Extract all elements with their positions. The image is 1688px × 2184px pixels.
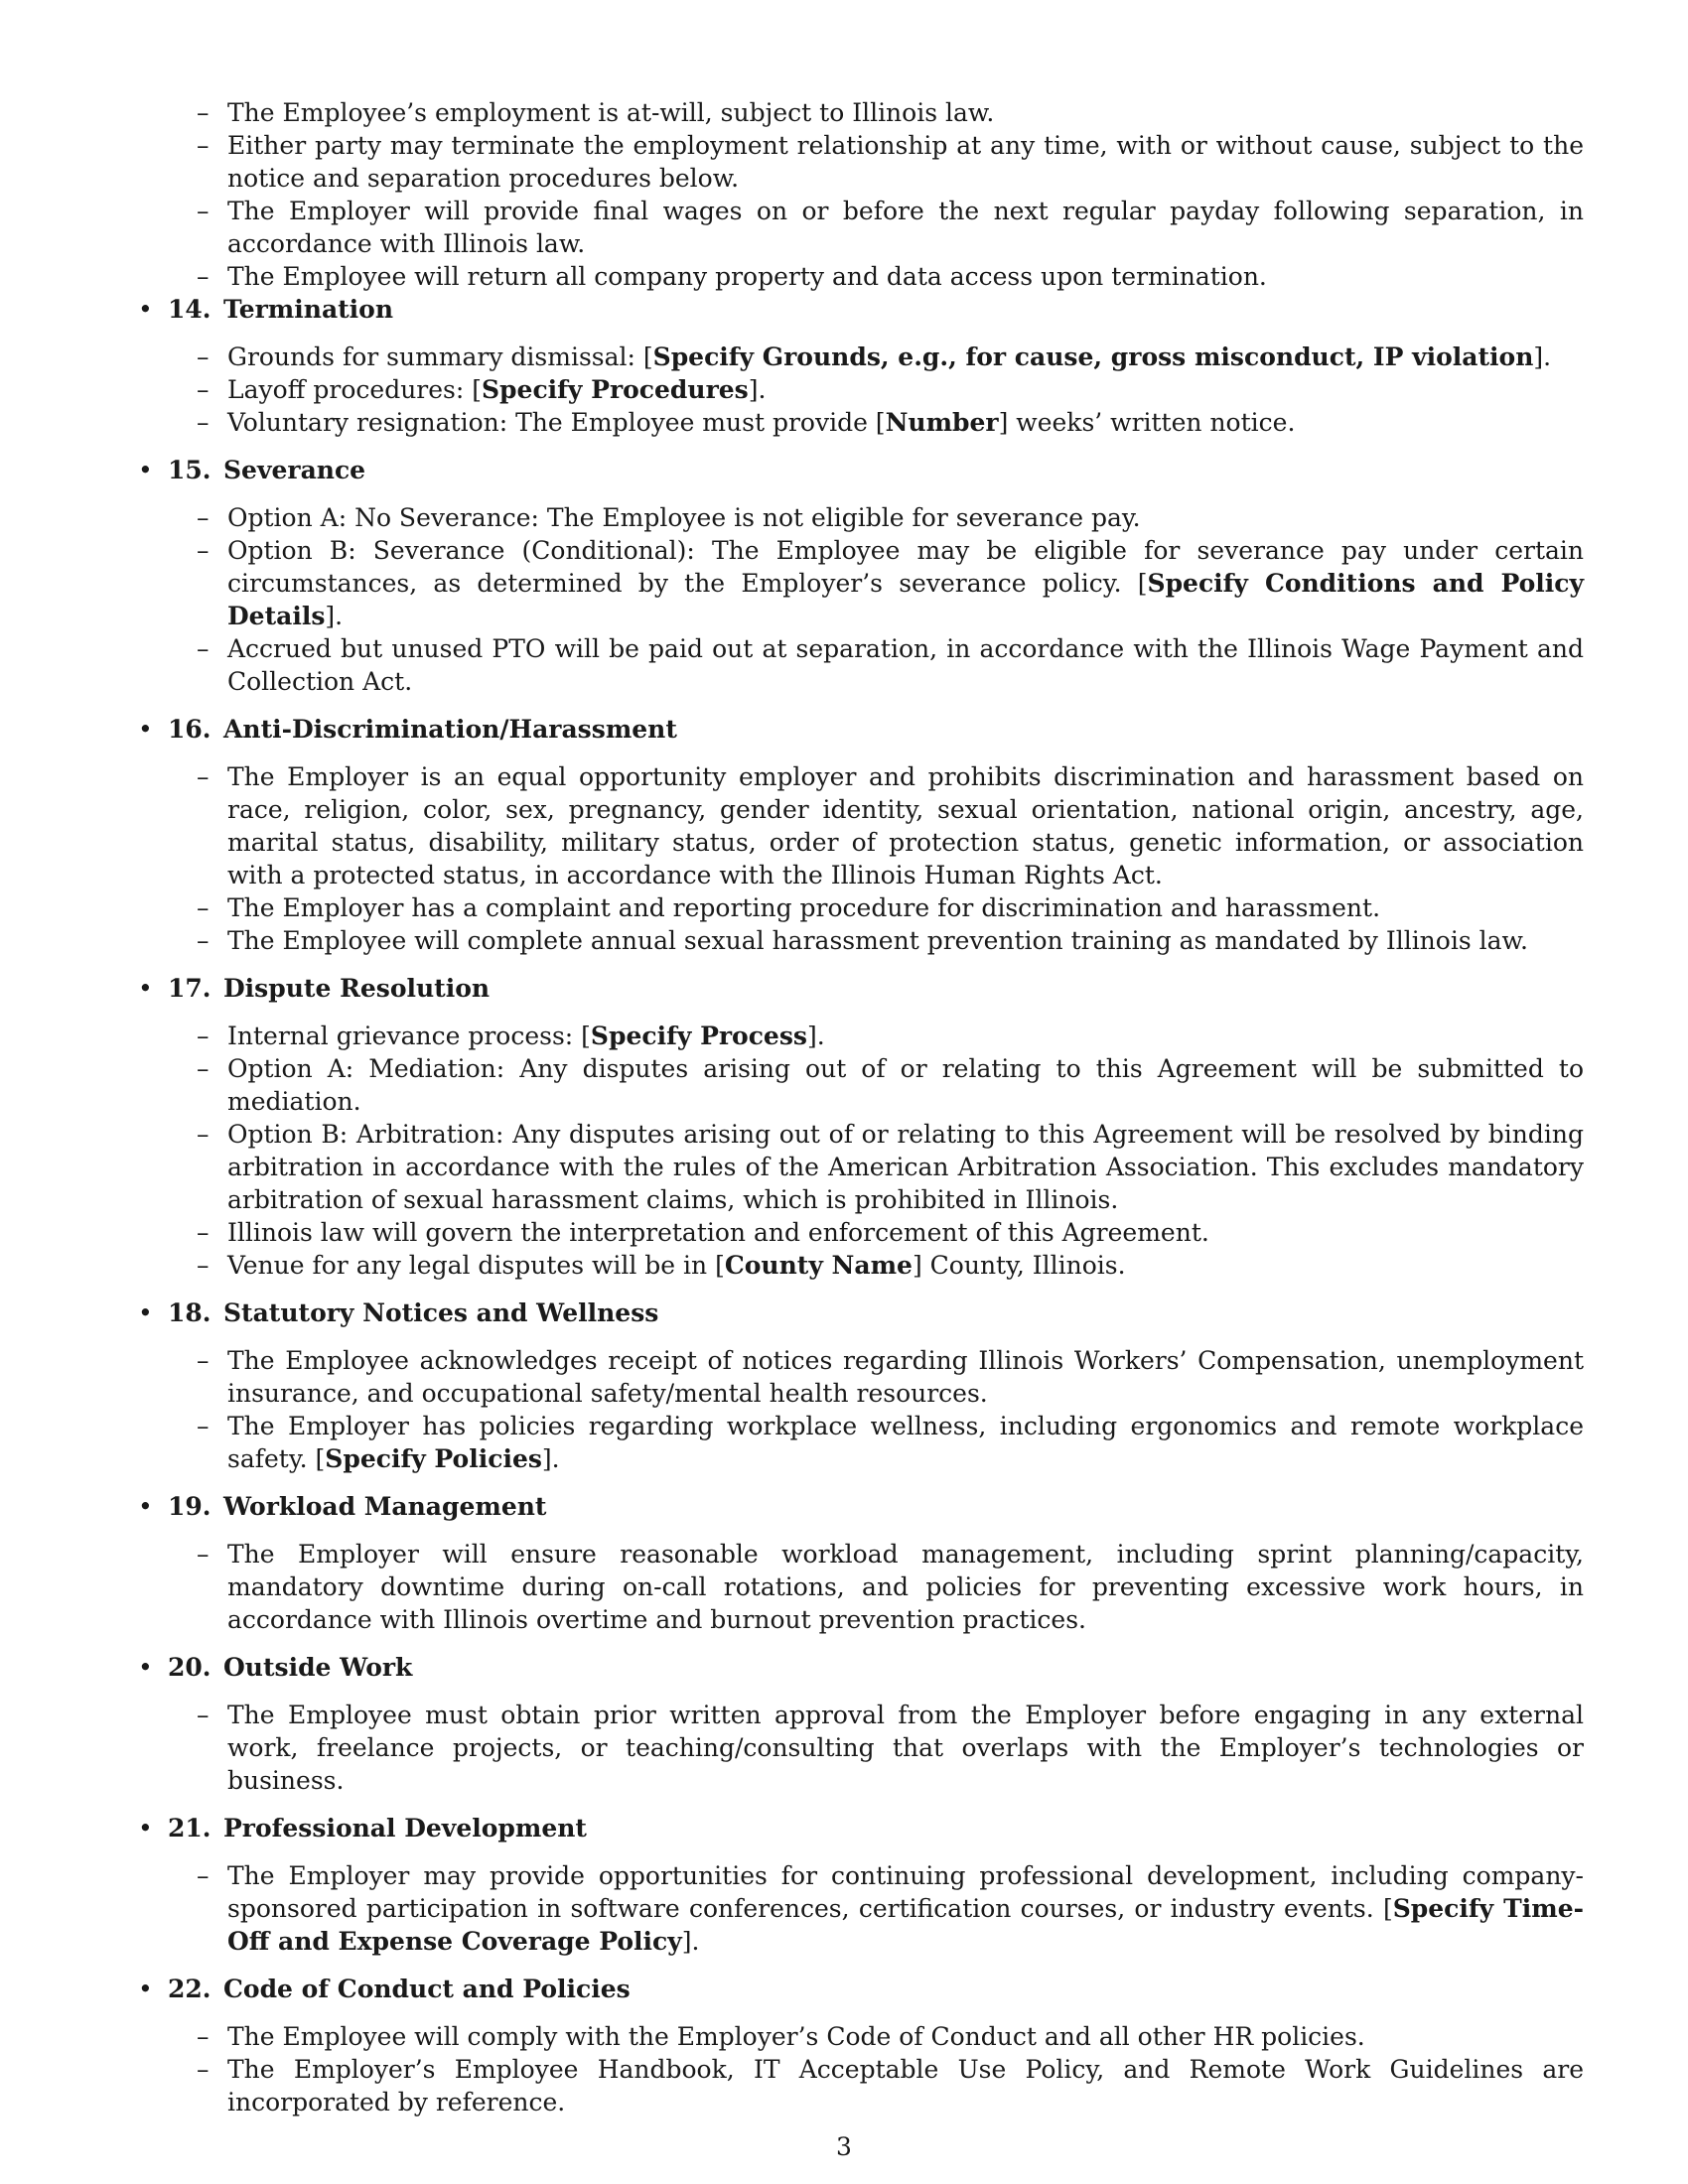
item-text-suffix: ]. — [748, 375, 767, 404]
item-text: The Employee must obtain prior written approval from the Employer before engaging in any external work, freelance projects, or teaching/consulting that overlaps with the Employer’s technologies or business. — [227, 1701, 1584, 1795]
list-item — [134, 129, 1584, 195]
section-heading — [134, 972, 1584, 1005]
section-number: 17. — [168, 974, 211, 1003]
item-text: Accrued but unused PTO will be paid out at separation, in accordance with the Illinois Wage Payment and Collection Act. — [227, 634, 1584, 696]
dash-marker: – — [197, 1022, 210, 1050]
item-text: The Employee’s employment is at-will, subject to Illinois law. — [227, 98, 995, 127]
item-text: Either party may terminate the employment relationship at any time, with or without cause, subject to the notice and separation procedures below. — [227, 131, 1584, 193]
dash-marker: – — [197, 98, 210, 127]
bullet-marker: • — [138, 715, 153, 744]
placeholder-field: Number — [885, 408, 999, 437]
bullet-marker: • — [138, 1653, 153, 1682]
list-item — [134, 96, 1584, 129]
section-18 — [134, 1297, 1584, 1475]
document-page — [134, 96, 1584, 2133]
item-text: Voluntary resignation: The Employee must provide [ — [227, 408, 886, 437]
section-title: Severance — [223, 456, 366, 484]
section-heading — [134, 713, 1584, 746]
section-title: Dispute Resolution — [223, 974, 491, 1003]
item-text: Illinois law will govern the interpretation and enforcement of this Agreement. — [227, 1218, 1209, 1247]
placeholder-field: Specify Procedures — [482, 375, 749, 404]
list-item — [134, 260, 1584, 293]
list-item — [134, 406, 1584, 439]
section-21 — [134, 1812, 1584, 1958]
list-item — [134, 341, 1584, 373]
section-20 — [134, 1651, 1584, 1797]
placeholder-field: Specify Policies — [325, 1444, 542, 1473]
dash-marker: – — [197, 1701, 210, 1729]
dash-marker: – — [197, 131, 210, 160]
section-items — [134, 341, 1584, 439]
bullet-marker: • — [138, 1814, 153, 1843]
list-item — [134, 534, 1584, 632]
list-item — [134, 924, 1584, 957]
section-number: 16. — [168, 715, 211, 744]
item-text: The Employer will provide final wages on or before the next regular payday following separation, in accordance with Illinois law. — [227, 197, 1584, 258]
item-text: The Employee will comply with the Employer’s Code of Conduct and all other HR policies. — [227, 2022, 1365, 2051]
section-title: Code of Conduct and Policies — [223, 1975, 631, 2003]
dash-marker: – — [197, 2055, 210, 2084]
page-number: 3 — [836, 2132, 852, 2161]
list-item — [134, 1699, 1584, 1797]
section-number: 20. — [168, 1653, 211, 1682]
item-text: Option B: Arbitration: Any disputes arising out of or relating to this Agreement will be resolved by binding arbitration in accordance with the rules of the American Arbitration Association. This excludes mandatory arbitration of sexual harassment claims, which is prohibited in Illinois. — [227, 1120, 1584, 1214]
section-items — [134, 501, 1584, 698]
section-19 — [134, 1490, 1584, 1636]
item-text: The Employer may provide opportunities for continuing professional development, including company-sponsored participation in software conferences, certification courses, or industry events. [ — [227, 1861, 1584, 1923]
dash-marker: – — [197, 1861, 210, 1890]
section-number: 19. — [168, 1492, 211, 1521]
item-text: The Employer will ensure reasonable workload management, including sprint planning/capacity, mandatory downtime during on-call rotations, and policies for preventing excessive work hours, in accordance with Illinois overtime and burnout prevention practices. — [227, 1540, 1584, 1634]
section-14 — [134, 293, 1584, 439]
item-text: The Employer has policies regarding workplace wellness, including ergonomics and remote workplace safety. [ — [227, 1412, 1584, 1473]
list-item — [134, 1020, 1584, 1052]
dash-marker: – — [197, 375, 210, 404]
placeholder-field: Specify Time-Off and Expense Coverage Policy — [227, 1894, 1584, 1956]
placeholder-field: Specify Conditions and Policy Details — [227, 569, 1584, 630]
list-item — [134, 1118, 1584, 1216]
dash-marker: – — [197, 342, 210, 371]
dash-marker: – — [197, 1346, 210, 1375]
section-title: Termination — [223, 295, 394, 324]
bullet-marker: • — [138, 295, 153, 324]
dash-marker: – — [197, 1412, 210, 1440]
section-number: 18. — [168, 1298, 211, 1327]
dash-marker: – — [197, 926, 210, 955]
dash-marker: – — [197, 197, 210, 225]
list-item — [134, 1052, 1584, 1118]
item-text: The Employee acknowledges receipt of notices regarding Illinois Workers’ Compensation, unemployment insurance, and occupational safety/mental health resources. — [227, 1346, 1584, 1408]
section-heading — [134, 1812, 1584, 1844]
section-heading — [134, 1490, 1584, 1523]
section-items — [134, 2020, 1584, 2118]
dash-marker: – — [197, 762, 210, 791]
section-title: Outside Work — [223, 1653, 413, 1682]
section-items — [134, 1538, 1584, 1636]
section-heading — [134, 1297, 1584, 1329]
list-item — [134, 1859, 1584, 1958]
item-text-suffix: ]. — [325, 602, 344, 630]
list-item — [134, 891, 1584, 924]
section-22 — [134, 1973, 1584, 2118]
item-text: Option A: No Severance: The Employee is not eligible for severance pay. — [227, 503, 1141, 532]
item-text: The Employer has a complaint and reporting procedure for discrimination and harassment. — [227, 893, 1381, 922]
section-number: 15. — [168, 456, 211, 484]
list-item — [134, 2053, 1584, 2118]
list-item — [134, 195, 1584, 260]
dash-marker: – — [197, 408, 210, 437]
section-items — [134, 1020, 1584, 1282]
item-text: The Employee will return all company property and data access upon termination. — [227, 262, 1267, 291]
item-text-suffix: ]. — [681, 1927, 700, 1956]
item-text-suffix: ]. — [807, 1022, 825, 1050]
list-item — [134, 1410, 1584, 1475]
placeholder-field: Specify Grounds, e.g., for cause, gross misconduct, IP violation — [652, 342, 1534, 371]
item-text-suffix: ] County, Illinois. — [912, 1251, 1126, 1280]
dash-marker: – — [197, 634, 210, 663]
list-item — [134, 1249, 1584, 1282]
bullet-marker: • — [138, 1298, 153, 1327]
section-items — [134, 1699, 1584, 1797]
dash-marker: – — [197, 1218, 210, 1247]
bullet-marker: • — [138, 1492, 153, 1521]
dash-marker: – — [197, 1120, 210, 1149]
section-number: 21. — [168, 1814, 211, 1843]
item-text: The Employer is an equal opportunity employer and prohibits discrimination and harassment based on race, religion, color, sex, pregnancy, gender identity, sexual orientation, national origin, ancestry, age, marital status, disability, military status, order of protection status, genetic information, or association with a protected status, in accordance with the Illinois Human Rights Act. — [227, 762, 1584, 889]
placeholder-field: Specify Process — [590, 1022, 807, 1050]
section-heading — [134, 1651, 1584, 1684]
list-item — [134, 1216, 1584, 1249]
dash-marker: – — [197, 893, 210, 922]
sections-container — [134, 293, 1584, 2118]
item-text: The Employer’s Employee Handbook, IT Acceptable Use Policy, and Remote Work Guidelines are incorporated by reference. — [227, 2055, 1584, 2116]
intro-list — [134, 96, 1584, 293]
item-text: Grounds for summary dismissal: [ — [227, 342, 653, 371]
section-number: 22. — [168, 1975, 211, 2003]
list-item — [134, 373, 1584, 406]
dash-marker: – — [197, 1540, 210, 1569]
section-title: Workload Management — [223, 1492, 547, 1521]
section-items — [134, 1859, 1584, 1958]
placeholder-field: County Name — [724, 1251, 913, 1280]
dash-marker: – — [197, 2022, 210, 2051]
list-item — [134, 760, 1584, 891]
list-item — [134, 632, 1584, 698]
list-item — [134, 1344, 1584, 1410]
item-text: Option A: Mediation: Any disputes arising out of or relating to this Agreement will be submitted to mediation. — [227, 1054, 1584, 1116]
item-text-suffix: ]. — [1533, 342, 1552, 371]
section-items — [134, 760, 1584, 957]
item-text: The Employee will complete annual sexual harassment prevention training as mandated by Illinois law. — [227, 926, 1528, 955]
section-title: Professional Development — [223, 1814, 587, 1843]
item-text-suffix: ] weeks’ written notice. — [998, 408, 1296, 437]
dash-marker: – — [197, 503, 210, 532]
section-title: Anti-Discrimination/Harassment — [223, 715, 677, 744]
list-item — [134, 501, 1584, 534]
bullet-marker: • — [138, 1975, 153, 2003]
list-item — [134, 2020, 1584, 2053]
section-title: Statutory Notices and Wellness — [223, 1298, 659, 1327]
dash-marker: – — [197, 1251, 210, 1280]
section-heading — [134, 454, 1584, 486]
item-text: Venue for any legal disputes will be in [ — [227, 1251, 725, 1280]
section-items — [134, 1344, 1584, 1475]
dash-marker: – — [197, 1054, 210, 1083]
item-text-suffix: ]. — [541, 1444, 560, 1473]
section-16 — [134, 713, 1584, 957]
section-17 — [134, 972, 1584, 1282]
section-number: 14. — [168, 295, 211, 324]
list-item — [134, 1538, 1584, 1636]
item-text: Internal grievance process: [ — [227, 1022, 591, 1050]
item-text: Option B: Severance (Conditional): The Employee may be eligible for severance pay under certain circumstances, as determined by the Employer’s severance policy. [ — [227, 536, 1584, 598]
dash-marker: – — [197, 262, 210, 291]
section-heading — [134, 293, 1584, 326]
section-heading — [134, 1973, 1584, 2005]
bullet-marker: • — [138, 456, 153, 484]
item-text: Layoff procedures: [ — [227, 375, 482, 404]
bullet-marker: • — [138, 974, 153, 1003]
dash-marker: – — [197, 536, 210, 565]
section-15 — [134, 454, 1584, 698]
